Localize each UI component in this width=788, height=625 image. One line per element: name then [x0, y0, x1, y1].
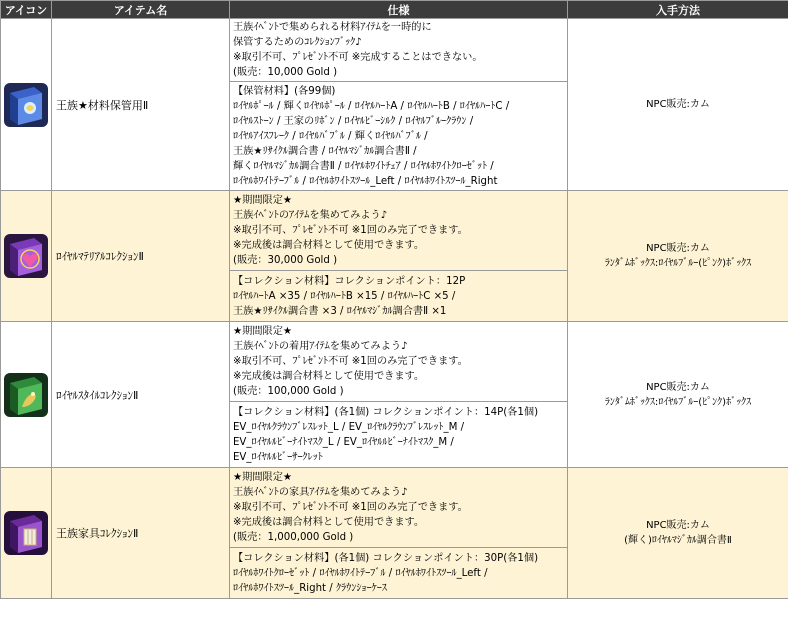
spec-line: ※取引不可、ﾌﾟﾚｾﾞﾝﾄ不可 ※完成することはできない。 [233, 52, 483, 63]
acquire-cell [568, 191, 788, 322]
header-row [1, 1, 788, 19]
spec-description [230, 322, 568, 402]
item-name: ﾛｲﾔﾙｽﾀｲﾙｺﾚｸｼｮﾝⅡ [52, 322, 230, 468]
spec-materials [230, 271, 568, 322]
acquire-line: NPC販売:カム [646, 99, 710, 110]
acquire-cell [568, 322, 788, 468]
spec-line: ※完成後は調合材料として使用できます。 [233, 240, 425, 251]
spec-line: EV_ﾛｲﾔﾙｸﾗｳﾝﾌﾞﾚｽﾚｯﾄ_L / EV_ﾛｲﾔﾙｸﾗｳﾝﾌﾞﾚｽﾚｯﾄ_M / [233, 421, 465, 433]
spec-line: EV_ﾛｲﾔﾙﾙﾋﾞｰﾅｲﾄﾏｽｸ_L / EV_ﾛｲﾔﾙﾙﾋﾞｰﾅｲﾄﾏｽｸ_M / [233, 436, 454, 448]
spec-line: 【コレクション材料】(各1個) コレクションポイント：30P(各1個) [233, 552, 539, 564]
spec-line: ★期間限定★ [233, 326, 293, 337]
spec-description [230, 19, 568, 82]
spec-line: ※取引不可、ﾌﾟﾚｾﾞﾝﾄ不可 ※1回のみ完了できます。 [233, 502, 468, 513]
spec-line: ﾛｲﾔﾙﾎﾜｲﾄｸﾛｰｾﾞｯﾄ / ﾛｲﾔﾙﾎﾜｲﾄﾃｰﾌﾞﾙ / ﾛｲﾔﾙﾎﾜｲﾄｽﾂｰﾙ_Left / [233, 567, 488, 579]
spec-line: 王族ｲﾍﾞﾝﾄの着用ｱｲﾃﾑを集めてみよう♪ [233, 341, 408, 352]
spec-line: 輝くﾛｲﾔﾙﾏｼﾞｶﾙ調合書Ⅱ / ﾛｲﾔﾙﾎﾜｲﾄﾁｪｱ / ﾛｲﾔﾙﾎﾜｲﾄｸﾛｰｾﾞｯﾄ / [233, 160, 494, 172]
item-name: ﾛｲﾔﾙﾏﾃﾘｱﾙｺﾚｸｼｮﾝⅡ [52, 191, 230, 322]
item-name: 王族★材料保管用Ⅱ [52, 19, 230, 191]
blue-book-icon [4, 83, 48, 127]
spec-line: 王族ｲﾍﾞﾝﾄの家具ｱｲﾃﾑを集めてみよう♪ [233, 487, 408, 498]
spec-materials [230, 402, 568, 468]
spec-line: 【コレクション材料】コレクションポイント：12P [233, 275, 466, 287]
spec-line: 王族ｲﾍﾞﾝﾄのｱｲﾃﾑを集めてみよう♪ [233, 210, 388, 221]
icon-cell [1, 191, 52, 322]
spec-description [230, 468, 568, 548]
spec-line: ※完成後は調合材料として使用できます。 [233, 371, 425, 382]
purple-heart-book-icon [4, 234, 48, 278]
purple-furniture-book-icon [4, 511, 48, 555]
spec-description [230, 191, 568, 271]
acquire-line: ﾗﾝﾀﾞﾑﾎﾞｯｸｽ:ﾛｲﾔﾙﾌﾞﾙｰ(ﾋﾟﾝｸ)ﾎﾞｯｸｽ [604, 396, 752, 408]
header-icon: アイコン [1, 1, 52, 19]
spec-line: ※完成後は調合材料として使用できます。 [233, 517, 425, 528]
spec-line: ※取引不可、ﾌﾟﾚｾﾞﾝﾄ不可 ※1回のみ完了できます。 [233, 356, 468, 367]
acquire-line: NPC販売:カム [646, 520, 710, 531]
green-book-icon [4, 373, 48, 417]
spec-line: (販売：30,000 Gold ) [233, 255, 338, 266]
spec-materials [230, 82, 568, 191]
table-row [1, 19, 788, 82]
acquire-line: NPC販売:カム [646, 381, 710, 393]
icon-cell [1, 322, 52, 468]
spec-line: ﾛｲﾔﾙﾎﾜｲﾄﾃｰﾌﾞﾙ / ﾛｲﾔﾙﾎﾜｲﾄｽﾂｰﾙ_Left / ﾛｲﾔﾙﾎﾜｲﾄｽﾂｰﾙ_Right [233, 175, 498, 187]
header-acquire: 入手方法 [568, 1, 788, 19]
spec-line: 【コレクション材料】(各1個) コレクションポイント：14P(各1個) [233, 406, 539, 418]
spec-line: ﾛｲﾔﾙﾊｰﾄA ×35 / ﾛｲﾔﾙﾊｰﾄB ×15 / ﾛｲﾔﾙﾊｰﾄC ×5 / [233, 290, 456, 302]
spec-line: ※取引不可、ﾌﾟﾚｾﾞﾝﾄ不可 ※1回のみ完了できます。 [233, 225, 468, 236]
item-name: 王族家具ｺﾚｸｼｮﾝⅡ [52, 468, 230, 599]
spec-line: ★期間限定★ [233, 195, 293, 206]
acquire-cell [568, 468, 788, 599]
spec-line: ﾛｲﾔﾙｱｲｽﾌﾚｰｸ / ﾛｲﾔﾙﾊﾞﾌﾞﾙ / 輝くﾛｲﾔﾙﾊﾞﾌﾞﾙ / [233, 130, 428, 142]
spec-line: 【保管材料】(各99個) [233, 85, 336, 97]
spec-line: 王族ｲﾍﾞﾝﾄで集められる材料ｱｲﾃﾑを一時的に [233, 22, 432, 33]
table-row [1, 191, 788, 271]
icon-cell [1, 19, 52, 191]
acquire-line: ﾗﾝﾀﾞﾑﾎﾞｯｸｽ:ﾛｲﾔﾙﾌﾞﾙｰ(ﾋﾟﾝｸ)ﾎﾞｯｸｽ [604, 258, 752, 269]
icon-cell [1, 468, 52, 599]
table-row [1, 468, 788, 548]
spec-materials [230, 548, 568, 599]
spec-line: ★期間限定★ [233, 472, 293, 483]
spec-line: ﾛｲﾔﾙﾎﾟｰﾙ / 輝くﾛｲﾔﾙﾎﾟｰﾙ / ﾛｲﾔﾙﾊｰﾄA / ﾛｲﾔﾙﾊｰﾄB / ﾛｲﾔﾙﾊｰﾄC / [233, 100, 510, 112]
spec-line: EV_ﾛｲﾔﾙﾙﾋﾞｰｻｰｸﾚｯﾄ [233, 451, 323, 463]
spec-line: (販売：10,000 Gold ) [233, 67, 338, 78]
table-row [1, 322, 788, 402]
spec-line: (販売：1,000,000 Gold ) [233, 532, 354, 543]
header-name: アイテム名 [52, 1, 230, 19]
header-spec: 仕様 [230, 1, 568, 19]
spec-line: (販売：100,000 Gold ) [233, 386, 344, 397]
acquire-line: NPC販売:カム [646, 243, 710, 254]
acquire-line: (輝く)ﾛｲﾔﾙﾏｼﾞｶﾙ調合書Ⅱ [624, 535, 732, 546]
spec-line: 王族★ﾘｻｲｸﾙ調合書 / ﾛｲﾔﾙﾏｼﾞｶﾙ調合書Ⅱ / [233, 145, 417, 157]
spec-line: 王族★ﾘｻｲｸﾙ調合書 ×3 / ﾛｲﾔﾙﾏｼﾞｶﾙ調合書Ⅱ ×1 [233, 305, 447, 317]
acquire-cell [568, 19, 788, 191]
spec-line: ﾛｲﾔﾙｽﾄｰﾝ / 王家のﾘﾎﾞﾝ / ﾛｲﾔﾙﾋﾞｰｼﾙｸ / ﾛｲﾔﾙﾌﾞﾙｰｸﾗｳﾝ / [233, 115, 474, 127]
spec-line: ﾛｲﾔﾙﾎﾜｲﾄｽﾂｰﾙ_Right / ｸﾗｳﾝｼｮｰｹｰｽ [233, 582, 387, 594]
spec-line: 保管するためのｺﾚｸｼｮﾝﾌﾞｯｸ♪ [233, 37, 362, 48]
